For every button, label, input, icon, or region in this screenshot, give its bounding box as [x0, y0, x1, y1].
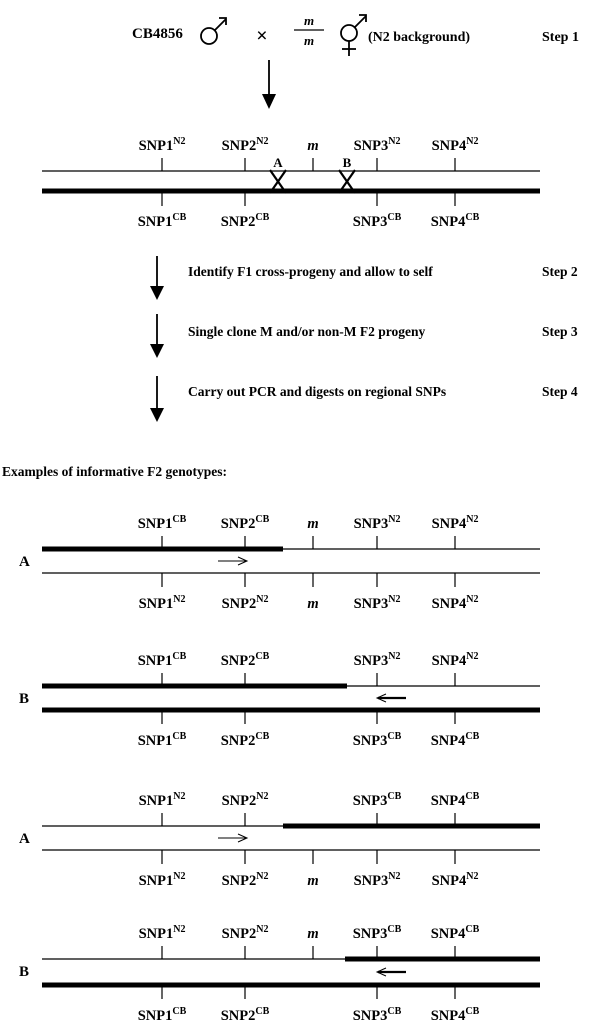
example-3-letter: A: [19, 831, 30, 847]
snp1-label: $SNP1^{N2}$: [138, 924, 186, 942]
snp3-label: $SNP3^{N2}$: [353, 136, 401, 154]
snp3-label: $SNP3^{N2}$: [353, 651, 401, 669]
step-3-text: Single clone M and/or non-M F2 progeny: [188, 324, 426, 339]
example-3-ticks: [162, 813, 455, 864]
snp2-label: $SNP2^{CB}$: [220, 651, 270, 669]
male-symbol-icon: [201, 18, 226, 44]
snp4-label: $SNP4^{CB}$: [430, 791, 480, 809]
parent-bottom-labels: [138, 212, 480, 230]
example-2-bottom-labels: [138, 731, 480, 749]
snp2-label: $SNP2^{CB}$: [220, 212, 270, 230]
snp1-label: $SNP1^{CB}$: [137, 651, 187, 669]
snp4-label: $SNP4^{N2}$: [431, 514, 479, 532]
snp3-label: $SNP3^{CB}$: [352, 791, 402, 809]
example-3-top-labels: [139, 791, 480, 809]
snp2-label: $SNP2^{N2}$: [221, 924, 269, 942]
example-3-bottom-labels: [139, 871, 479, 889]
snp3-label: $SNP3^{CB}$: [352, 1006, 402, 1024]
snp3-label: $SNP3^{N2}$: [353, 594, 401, 612]
mutation-m-label: m: [307, 873, 319, 889]
snp3-label: $SNP3^{CB}$: [352, 731, 402, 749]
step-4-row: [150, 376, 578, 422]
step-2-text: Identify F1 cross-progeny and allow to self: [188, 264, 433, 279]
fraction-numerator: m: [303, 13, 315, 28]
mutation-m-label: m: [307, 138, 319, 154]
snp4-label: $SNP4^{N2}$: [431, 651, 479, 669]
snp3-label: $SNP3^{N2}$: [353, 871, 401, 889]
filled-arrow-left-icon: [377, 694, 406, 702]
cb4856-label: CB4856: [132, 26, 183, 42]
example-4-letter: B: [19, 964, 30, 980]
example-4-bottom-labels: [138, 1006, 480, 1024]
n2-background-label: (N2 background): [368, 30, 471, 45]
arrow-down-icon: [150, 286, 164, 300]
snp2-label: $SNP2^{N2}$: [221, 871, 269, 889]
snp2-label: $SNP2^{N2}$: [221, 791, 269, 809]
example-2-top-labels: [138, 651, 479, 669]
snp3-label: $SNP3^{N2}$: [353, 514, 401, 532]
snp4-label: $SNP4^{N2}$: [431, 871, 479, 889]
arrow-down-icon: [150, 344, 164, 358]
mutation-m-label: m: [307, 596, 319, 612]
example-1-letter: A: [19, 554, 30, 570]
snp3-label: $SNP3^{CB}$: [352, 924, 402, 942]
snp2-label: $SNP2^{CB}$: [220, 514, 270, 532]
genotype-fraction: [294, 13, 324, 48]
step-3-row: [150, 314, 578, 358]
arrow-down-icon: [262, 60, 276, 109]
example-1-top-labels: [138, 514, 479, 532]
step-2-label: Step 2: [542, 264, 578, 279]
snp1-label: $SNP1^{N2}$: [138, 791, 186, 809]
open-arrow-right-icon: [218, 557, 247, 565]
parent-snp-ticks: [162, 158, 455, 206]
snp1-label: $SNP1^{N2}$: [138, 594, 186, 612]
snp1-label: $SNP1^{CB}$: [137, 731, 187, 749]
snp1-label: $SNP1^{CB}$: [137, 514, 187, 532]
snp4-label: $SNP4^{CB}$: [430, 212, 480, 230]
snp2-label: $SNP2^{N2}$: [221, 136, 269, 154]
open-arrow-right-icon: [218, 834, 247, 842]
snp4-label: $SNP4^{CB}$: [430, 731, 480, 749]
step-4-label: Step 4: [542, 384, 578, 399]
step-4-text: Carry out PCR and digests on regional SNPs: [188, 384, 447, 399]
snp1-label: $SNP1^{N2}$: [138, 136, 186, 154]
hermaphrodite-symbol-icon: [341, 15, 366, 56]
arrow-down-icon: [150, 408, 164, 422]
snp1-label: $SNP1^{CB}$: [137, 1006, 187, 1024]
example-1-bottom-labels: [139, 594, 479, 612]
snp4-label: $SNP4^{CB}$: [430, 1006, 480, 1024]
snp2-label: $SNP2^{CB}$: [220, 1006, 270, 1024]
step-1-label: Step 1: [542, 30, 579, 45]
snp3-label: $SNP3^{CB}$: [352, 212, 402, 230]
examples-heading: Examples of informative F2 genotypes:: [2, 464, 227, 479]
snp4-label: $SNP4^{N2}$: [431, 136, 479, 154]
example-1-ticks: [162, 536, 455, 587]
filled-arrow-left-icon: [377, 968, 406, 976]
example-2-letter: B: [19, 691, 30, 707]
snp1-label: $SNP1^{N2}$: [138, 871, 186, 889]
snp2-label: $SNP2^{N2}$: [221, 594, 269, 612]
parent-top-labels: [139, 136, 479, 154]
mutation-m-label: m: [307, 926, 319, 942]
snp2-label: $SNP2^{CB}$: [220, 731, 270, 749]
mutation-m-label: m: [307, 516, 319, 532]
fraction-denominator: m: [303, 33, 315, 48]
example-4-top-labels: [139, 924, 480, 942]
step-2-row: [150, 256, 578, 300]
snp1-label: $SNP1^{CB}$: [137, 212, 187, 230]
example-4-ticks: [162, 946, 455, 999]
crossover-a-label: A: [273, 155, 283, 170]
snp4-label: $SNP4^{CB}$: [430, 924, 480, 942]
step-3-label: Step 3: [542, 324, 578, 339]
cross-times-sign: ×: [256, 25, 268, 47]
example-2-ticks: [162, 673, 455, 724]
snp4-label: $SNP4^{N2}$: [431, 594, 479, 612]
crossover-b-label: B: [342, 155, 352, 170]
